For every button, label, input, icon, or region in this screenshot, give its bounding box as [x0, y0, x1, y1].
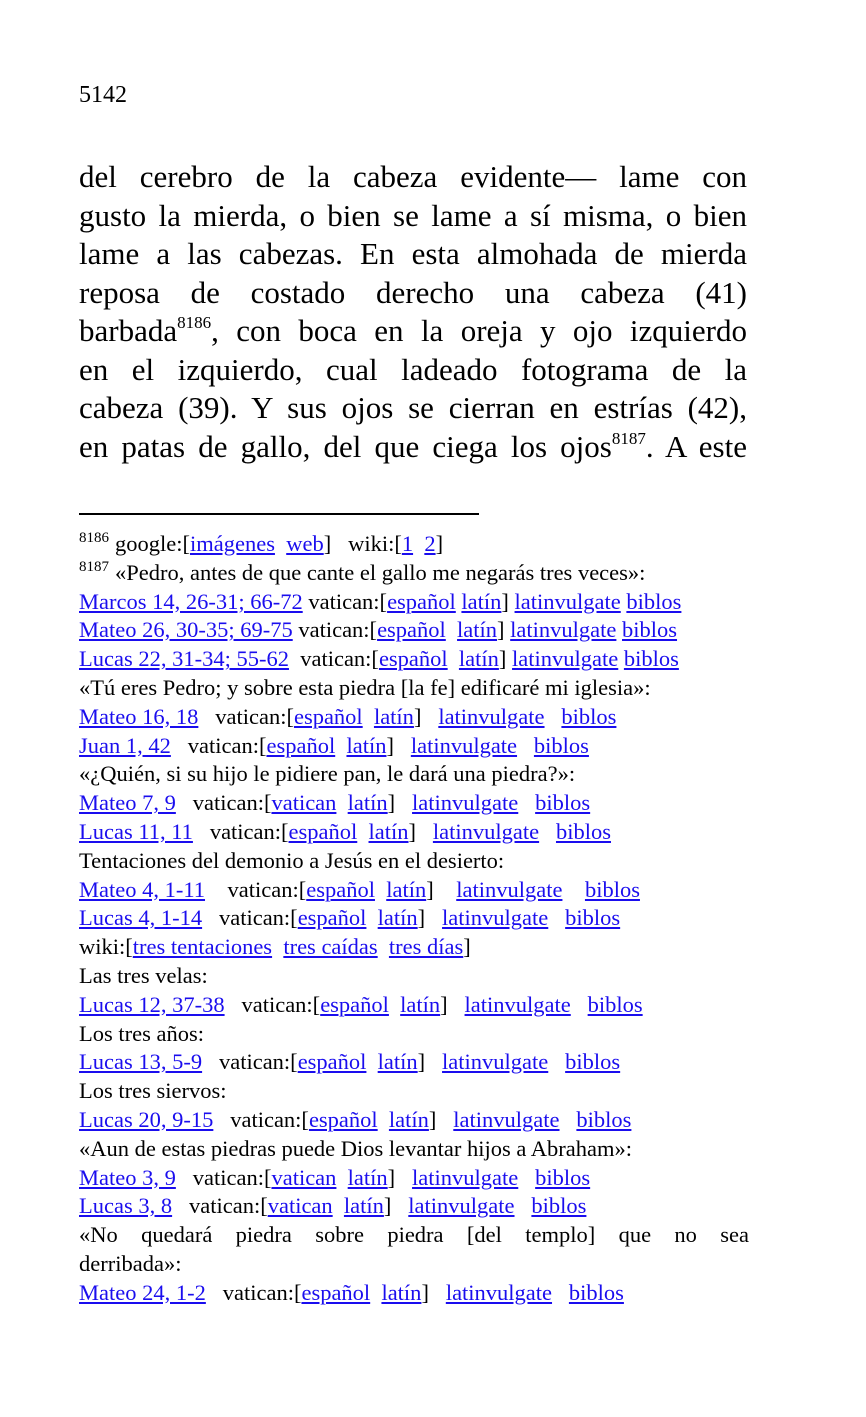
wiki-label: wiki:[ — [79, 934, 133, 960]
vatican-label: vatican:[ — [192, 1164, 272, 1190]
vatican-label: vatican:[ — [230, 1106, 309, 1132]
vatican-latin-link[interactable]: latín — [368, 818, 409, 844]
latinvulgate-link[interactable]: latinvulgate — [442, 1049, 549, 1075]
wiki-link-2[interactable]: 2 — [424, 531, 436, 556]
vatican-espanol-link[interactable]: español — [288, 818, 358, 844]
biblos-link[interactable]: biblos — [626, 588, 682, 614]
vatican-label: vatican:[ — [227, 876, 307, 902]
biblos-link[interactable]: biblos — [561, 703, 617, 729]
body-text-segment: en patas de gallo, del que ciega los ojos — [79, 428, 612, 464]
bracket: ] — [426, 876, 434, 902]
vatican-espanol-link[interactable]: español — [377, 617, 446, 643]
biblos-link[interactable]: biblos — [535, 1164, 591, 1190]
bible-reference-link[interactable]: Lucas 3, 8 — [79, 1193, 173, 1219]
vatican-label: vatican:[ — [218, 1049, 298, 1075]
reference-row — [79, 703, 749, 732]
vatican-espanol-link[interactable]: español — [293, 703, 363, 729]
bible-reference-link[interactable]: Lucas 11, 11 — [79, 818, 193, 844]
vatican-espanol-link[interactable]: español — [297, 905, 367, 931]
vatican-label: vatican:[ — [222, 1279, 302, 1305]
reference-row — [79, 588, 749, 617]
biblos-link[interactable]: biblos — [565, 905, 621, 931]
vatican-label: vatican:[ — [308, 588, 388, 614]
latinvulgate-link[interactable]: latinvulgate — [510, 617, 617, 643]
bible-reference-link[interactable]: Lucas 22, 31-34; 55-62 — [79, 646, 289, 672]
bible-reference-link[interactable]: Lucas 20, 9-15 — [79, 1106, 214, 1132]
latinvulgate-link[interactable]: latinvulgate — [408, 1193, 515, 1219]
body-paragraph — [79, 158, 747, 466]
wiki-row — [79, 933, 749, 962]
body-line — [79, 428, 747, 467]
latinvulgate-link[interactable]: latinvulgate — [412, 790, 519, 816]
bracket: ] — [408, 818, 417, 844]
vatican-latin-link[interactable]: latín — [388, 1106, 429, 1132]
body-line — [79, 312, 747, 351]
vatican-latin-link[interactable]: latín — [386, 876, 427, 902]
page-number: 5142 — [79, 82, 127, 108]
vatican-vatican-link[interactable]: vatican — [271, 790, 337, 816]
vatican-espanol-link[interactable]: español — [308, 1106, 378, 1132]
body-text-segment: . A este — [645, 428, 747, 464]
footnote-reference-8187[interactable]: 8187 — [611, 428, 646, 448]
biblos-link[interactable]: biblos — [531, 1193, 587, 1219]
wiki-label: wiki:[ — [348, 531, 402, 556]
bracket: ] — [497, 617, 505, 643]
vatican-espanol-link[interactable]: español — [266, 732, 336, 758]
footnote-heading: «Aun de estas piedras puede Dios levantar hijos a Abraham»: — [79, 1135, 632, 1161]
wiki-tres-dias-link[interactable]: tres días — [388, 934, 464, 960]
body-text-segment: , con boca en la oreja y ojo izquierdo — [211, 313, 747, 348]
reference-row — [79, 732, 749, 761]
reference-row — [79, 1106, 749, 1135]
vatican-label: vatican:[ — [209, 818, 289, 844]
bracket: ] — [428, 1106, 437, 1132]
bracket: ] — [387, 1164, 396, 1190]
footnote-8186 — [79, 530, 749, 559]
footnote-heading: derribada»: — [79, 1250, 182, 1276]
bible-reference-link[interactable]: Mateo 7, 9 — [79, 790, 176, 816]
bracket: ] — [387, 790, 396, 816]
body-line: del cerebro de la cabeza evidente— lame con — [79, 159, 747, 194]
wiki-tres-caidas-link[interactable]: tres caídas — [283, 934, 378, 960]
vatican-label: vatican:[ — [241, 991, 321, 1017]
footnote-heading: «¿Quién, si su hijo le pidiere pan, le dará una piedra?»: — [79, 761, 576, 787]
bracket: ] — [413, 703, 422, 729]
biblos-link[interactable]: biblos — [565, 1049, 621, 1075]
vatican-latin-link[interactable]: latín — [461, 588, 502, 614]
latinvulgate-link[interactable]: latinvulgate — [456, 876, 563, 902]
wiki-link-1[interactable]: 1 — [401, 531, 414, 556]
reference-row — [79, 904, 749, 933]
wiki-tres-tentaciones-link[interactable]: tres tentaciones — [132, 934, 273, 960]
reference-row — [79, 1048, 749, 1077]
bible-reference-link[interactable]: Juan 1, 42 — [79, 732, 171, 758]
reference-row — [79, 1192, 749, 1221]
latinvulgate-link[interactable]: latinvulgate — [464, 991, 571, 1017]
biblos-link[interactable]: biblos — [555, 818, 611, 844]
vatican-latin-link[interactable]: latín — [400, 991, 441, 1017]
biblos-link[interactable]: biblos — [623, 646, 679, 672]
vatican-espanol-link[interactable]: español — [378, 646, 448, 672]
bible-reference-link[interactable]: Lucas 12, 37-38 — [79, 991, 225, 1017]
bracket: ] — [417, 905, 426, 931]
reference-row — [79, 645, 749, 674]
vatican-latin-link[interactable]: latín — [373, 703, 414, 729]
vatican-vatican-link[interactable]: vatican — [267, 1193, 333, 1219]
latinvulgate-link[interactable]: latinvulgate — [453, 1106, 560, 1132]
footnote-heading: Los tres años: — [79, 1020, 204, 1046]
body-text-segment: barbada — [79, 313, 178, 348]
bible-reference-link[interactable]: Mateo 3, 9 — [79, 1164, 176, 1190]
bracket: ] — [323, 531, 332, 556]
bracket: ] — [498, 646, 507, 672]
biblos-link[interactable]: biblos — [533, 732, 589, 758]
vatican-label: vatican:[ — [298, 617, 378, 643]
vatican-latin-link[interactable]: latín — [377, 1049, 418, 1075]
biblos-link[interactable]: biblos — [568, 1279, 624, 1305]
vatican-latin-link[interactable]: latín — [458, 646, 499, 672]
latinvulgate-link[interactable]: latinvulgate — [412, 1164, 519, 1190]
reference-row — [79, 616, 749, 645]
latinvulgate-link[interactable]: latinvulgate — [445, 1279, 553, 1305]
google-web-link[interactable]: web — [286, 531, 324, 556]
latinvulgate-link[interactable]: latinvulgate — [410, 732, 518, 758]
vatican-espanol-link[interactable]: español — [301, 1279, 371, 1305]
vatican-latin-link[interactable]: latín — [381, 1279, 422, 1305]
vatican-vatican-link[interactable]: vatican — [271, 1164, 337, 1190]
vatican-label: vatican:[ — [218, 905, 298, 931]
footnote-heading: Los tres siervos: — [79, 1078, 227, 1104]
biblos-link[interactable]: biblos — [576, 1106, 632, 1132]
footnote-mark: 8187 — [79, 558, 109, 575]
latinvulgate-link[interactable]: latinvulgate — [432, 818, 540, 844]
latinvulgate-link[interactable]: latinvulgate — [512, 646, 619, 672]
vatican-latin-link[interactable]: latín — [377, 905, 418, 931]
vatican-label: vatican:[ — [188, 1193, 268, 1219]
vatican-espanol-link[interactable]: español — [387, 588, 456, 614]
body-line: reposa de costado derecho una cabeza (41) — [79, 274, 747, 310]
vatican-latin-link[interactable]: latín — [343, 1193, 384, 1219]
bracket: ] — [417, 1049, 426, 1075]
body-line: cabeza (39). Y sus ojos se cierran en estrías (42), — [79, 390, 747, 425]
google-label: google:[ — [115, 531, 190, 556]
vatican-espanol-link[interactable]: español — [297, 1049, 367, 1075]
vatican-latin-link[interactable]: latín — [457, 617, 498, 643]
footnotes — [79, 530, 749, 1308]
bracket: ] — [463, 934, 471, 960]
latinvulgate-link[interactable]: latinvulgate — [442, 905, 549, 931]
bible-reference-link[interactable]: Mateo 16, 18 — [79, 703, 199, 729]
vatican-espanol-link[interactable]: español — [306, 876, 375, 902]
footnote-8187 — [79, 559, 749, 588]
reference-row — [79, 876, 749, 905]
reference-row — [79, 991, 749, 1020]
footnote-heading: Tentaciones del demonio a Jesús en el desierto: — [79, 847, 505, 873]
bracket: ] — [501, 588, 509, 614]
vatican-latin-link[interactable]: latín — [347, 790, 388, 816]
reference-row — [79, 1279, 749, 1308]
bible-reference-link[interactable]: Mateo 24, 1-2 — [79, 1279, 206, 1305]
footnote-reference-8186[interactable]: 8186 — [177, 313, 212, 332]
footnote-heading: «Pedro, antes de que cante el gallo me negarás tres veces»: — [115, 559, 646, 585]
latinvulgate-link[interactable]: latinvulgate — [438, 703, 545, 729]
bible-reference-link[interactable]: Lucas 4, 1-14 — [79, 905, 203, 931]
bible-reference-link[interactable]: Mateo 26, 30-35; 69-75 — [79, 617, 293, 643]
vatican-label: vatican:[ — [300, 646, 379, 672]
reference-row — [79, 1164, 749, 1193]
vatican-label: vatican:[ — [215, 703, 294, 729]
vatican-latin-link[interactable]: latín — [346, 732, 387, 758]
biblos-link[interactable]: biblos — [584, 876, 640, 902]
bible-reference-link[interactable]: Mateo 4, 1-11 — [79, 876, 206, 902]
body-line: gusto la mierda, o bien se lame a sí misma, o bien — [79, 197, 747, 233]
vatican-espanol-link[interactable]: español — [320, 991, 389, 1017]
footnote-heading: «Tú eres Pedro; y sobre esta piedra [la fe] edificaré mi iglesia»: — [79, 674, 651, 700]
vatican-label: vatican:[ — [187, 732, 267, 758]
latinvulgate-link[interactable]: latinvulgate — [514, 588, 621, 614]
footnote-mark: 8186 — [79, 530, 109, 546]
bracket: ] — [435, 531, 444, 556]
bracket: ] — [383, 1193, 392, 1219]
biblos-link[interactable]: biblos — [587, 991, 643, 1017]
bible-reference-link[interactable]: Lucas 13, 5-9 — [79, 1049, 203, 1075]
footnote-separator — [79, 513, 479, 515]
body-line: lame a las cabezas. En esta almohada de mierda — [79, 236, 747, 271]
body-line: en el izquierdo, cual ladeado fotograma de la — [79, 351, 747, 387]
bracket: ] — [386, 732, 394, 758]
bracket: ] — [421, 1279, 429, 1305]
footnote-heading: «No quedará piedra sobre piedra [del templo] que no sea — [79, 1222, 749, 1248]
biblos-link[interactable]: biblos — [535, 790, 591, 816]
vatican-label: vatican:[ — [192, 790, 272, 816]
footnote-heading: Las tres velas: — [79, 962, 208, 988]
bracket: ] — [440, 991, 448, 1017]
google-images-link[interactable]: imágenes — [189, 531, 275, 556]
vatican-latin-link[interactable]: latín — [347, 1164, 388, 1190]
reference-row — [79, 789, 749, 818]
reference-row — [79, 818, 749, 847]
biblos-link[interactable]: biblos — [622, 617, 678, 643]
bible-reference-link[interactable]: Marcos 14, 26-31; 66-72 — [79, 588, 303, 614]
